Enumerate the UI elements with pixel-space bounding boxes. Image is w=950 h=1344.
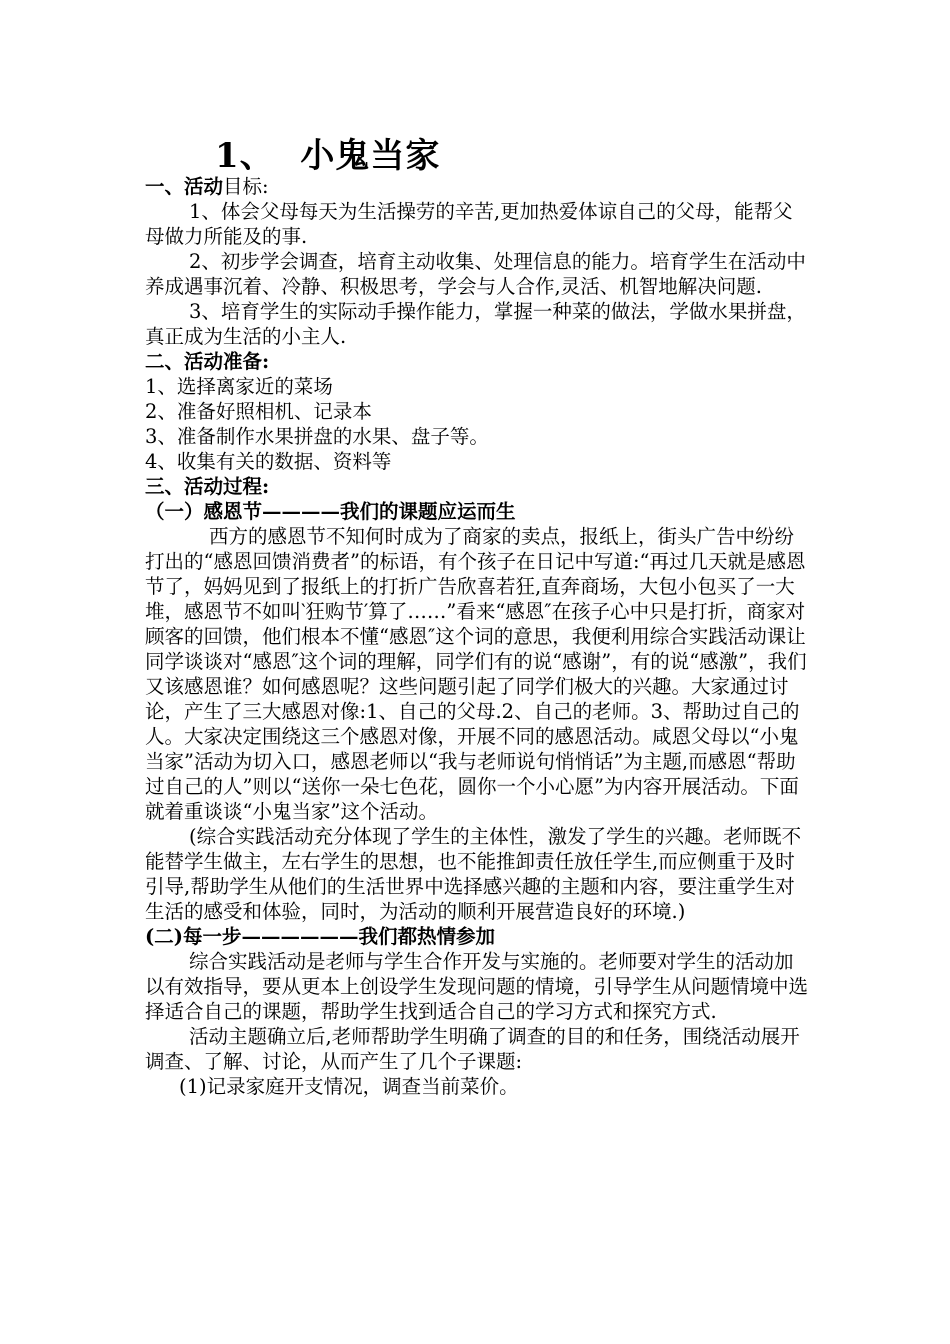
preparation-item: 4、收集有关的数据、资料等 [145,450,392,473]
subsection-heading-thanksgiving: （一）感恩节————我们的课题应运而生 [145,500,516,523]
section-heading-process: 三、活动过程: [145,475,270,498]
document-title: 1、 小鬼当家 [215,136,441,176]
section-heading-goals [145,174,810,199]
section-heading-goals-bold: 一、活动 [145,175,224,198]
preparation-item: 1、选择离家近的菜场 [145,375,333,398]
subtopic-item: (1)记录家庭开支情况，调查当前菜价。 [179,1075,519,1098]
preparation-item: 2、准备好照相机、记录本 [145,400,372,423]
goal-item: 1、体会父母每天为生活操劳的辛苦,更加热爱体谅自己的父母，能帮父母做力所能及的事. [145,200,793,248]
section-heading-goals-plain: 目标: [223,175,269,198]
goal-item: 2、初步学会调查，培育主动收集、处理信息的能力。培育学生在活动中养成遇事沉着、冷静、积极思考，学会与人合作,灵活、机智地解决问题. [145,250,806,298]
thanksgiving-paragraph: 西方的感恩节不知何时成为了商家的卖点，报纸上，街头广告中纷纷打出的“感恩回馈消费者”的标语，有个孩子在日记中写道:“再过几天就是感恩节了，妈妈见到了报纸上的打折广告欣喜若狂,直奔商场，大包小包买了一大堆，感恩节不如叫‵狂购节′算了……”看来“感恩″在孩子心中只是打折，商家对顾客的回馈，他们根本不懂“感恩″这个词的意思，我便利用综合实践活动课让同学谈谈对“感恩″这个词的理解，同学们有的说“感谢”，有的说“感激”，我们又该感恩谁？如何感恩呢？这些问题引起了同学们极大的兴趣。大家通过讨论，产生了三大感恩对像:1、自己的父母.2、自己的老师。3、帮助过自己的人。大家决定围绕这三个感恩对像，开展不同的感恩活动。咸恩父母以“小鬼当家”活动为切入口，感恩老师以“我与老师说句悄悄话”为主题,而感恩“帮助过自己的人”则以“送你一朵七色花，圆你一个小心愿”为内容开展活动。下面就着重谈谈“小鬼当家”这个活动。 [145,525,807,823]
subsection-heading-participation: (二)每一步——————我们都热情参加 [145,925,495,948]
preparation-item: 3、准备制作水果拼盘的水果、盘子等。 [145,425,489,448]
section-heading-preparation: 二、活动准备: [145,350,270,373]
participation-paragraph: 综合实践活动是老师与学生合作开发与实施的。老师要对学生的活动加以有效指导，要从更本上创设学生发现问题的情境，引导学生从问题情境中选择适合自己的课题，帮助学生找到适合自己的学习方式和探究方式. [145,950,809,1023]
document-body [145,174,810,1099]
thanksgiving-note: (综合实践活动充分体现了学生的主体性，激发了学生的兴趣。老师既不能替学生做主，左右学生的思想，也不能推卸责任放任学生,而应侧重于及时引导,帮助学生从他们的生活世界中选择感兴趣的主题和内容，要注重学生对生活的感受和体验，同时，为活动的顺利开展营造良好的环境.) [145,825,802,923]
participation-paragraph: 活动主题确立后,老师帮助学生明确了调查的目的和任务，围绕活动展开调查、了解、讨论，从而产生了几个子课题: [145,1025,800,1073]
goal-item: 3、培育学生的实际动手操作能力，掌握一种菜的做法，学做水果拼盘，真正成为生活的小主人. [145,300,806,348]
